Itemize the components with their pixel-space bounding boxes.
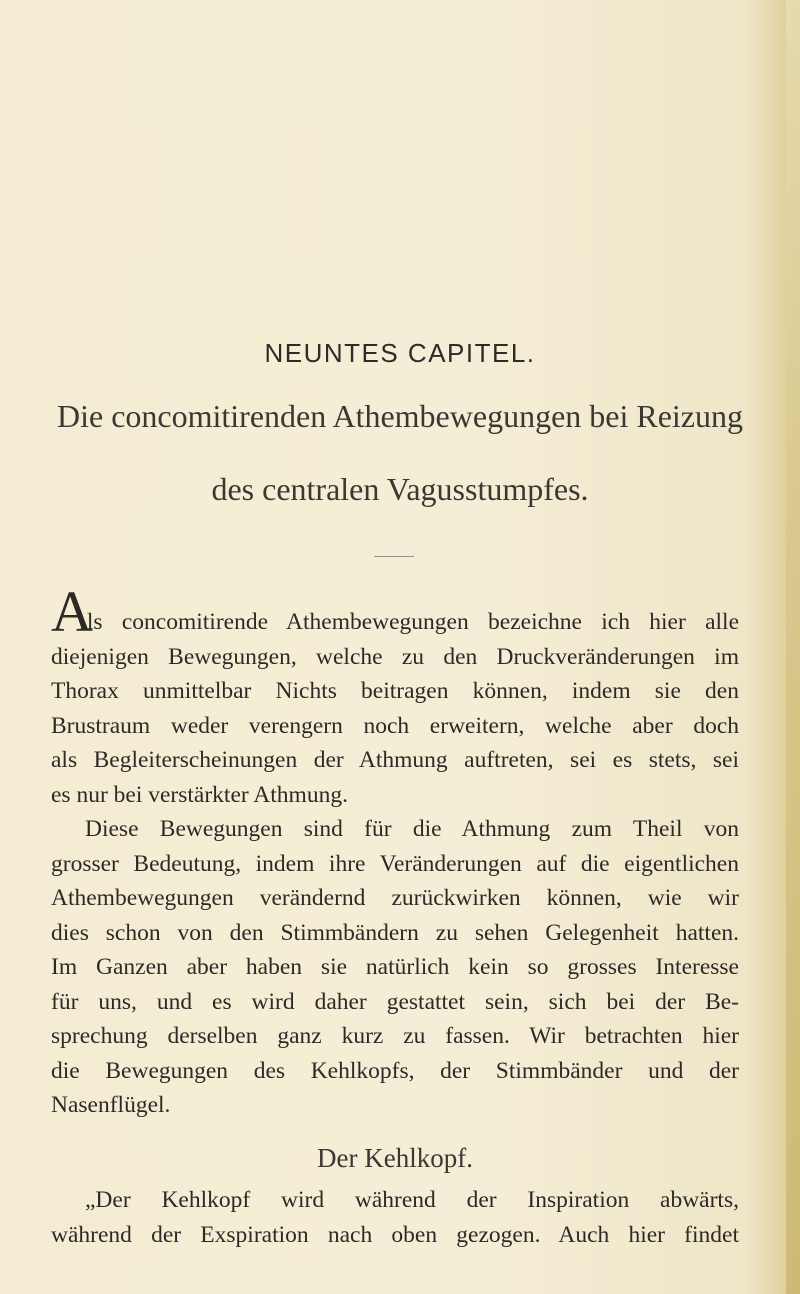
text-line: Diese Bewegungen sind für die Athmung zum Theil von — [85, 816, 739, 842]
text-line: während der Exspiration nach oben gezogen. Auch hier findet — [51, 1221, 739, 1248]
text-line: grosser Bedeutung, indem ihre Veränderungen auf die eigentlichen — [51, 850, 739, 877]
drop-cap: A — [51, 579, 87, 644]
text-line: Thorax unmittelbar Nichts beitragen können, indem sie den — [51, 678, 739, 704]
text-line: „Der Kehlkopf wird während der Inspiration abwärts, — [85, 1187, 739, 1213]
text-line: dies schon von den Stimmbändern zu sehen Gelegenheit hatten. — [51, 919, 739, 946]
chapter-title-line-1: Die concomitirenden Athembewegungen bei Reizung — [56, 398, 743, 434]
text-line: die Bewegungen des Kehlkopfs, der Stimmbänder und der — [51, 1057, 739, 1084]
chapter-heading: NEUNTES CAPITEL. — [264, 338, 536, 368]
paragraph-2 — [51, 812, 739, 1123]
text-line-rest: ls concomitirende Athembewegungen bezeichne ich hier alle — [86, 609, 739, 635]
text-line: Nasenflügel. — [51, 1092, 171, 1118]
text-line: Im Ganzen aber haben sie natürlich kein so grosses Interesse — [51, 954, 739, 980]
section-heading: Der Kehlkopf. — [317, 1142, 473, 1173]
body-text — [51, 579, 739, 1252]
text-line: Brustraum weder verengern noch erweitern, welche aber doch — [51, 712, 739, 739]
text-line: Athembewegungen verändernd zurückwirken können, wie wir — [51, 885, 739, 911]
text-line: als Begleiterscheinungen der Athmung auftreten, sei es stets, sei — [51, 747, 739, 773]
page-edge — [786, 0, 800, 1294]
title-divider — [374, 556, 414, 557]
paragraph-3 — [51, 1183, 739, 1252]
text-line — [51, 579, 739, 644]
chapter-title-line-2: des centralen Vagusstumpfes. — [211, 471, 589, 507]
text-line: sprechung derselben ganz kurz zu fassen. Wir betrachten hier — [51, 1023, 739, 1049]
text-line: für uns, und es wird daher gestattet sein, sich bei der Be- — [51, 988, 739, 1015]
text-line: es nur bei verstärkter Athmung. — [51, 781, 348, 808]
text-line: diejenigen Bewegungen, welche zu den Druckveränderungen im — [51, 643, 739, 670]
paragraph-1 — [51, 579, 739, 812]
